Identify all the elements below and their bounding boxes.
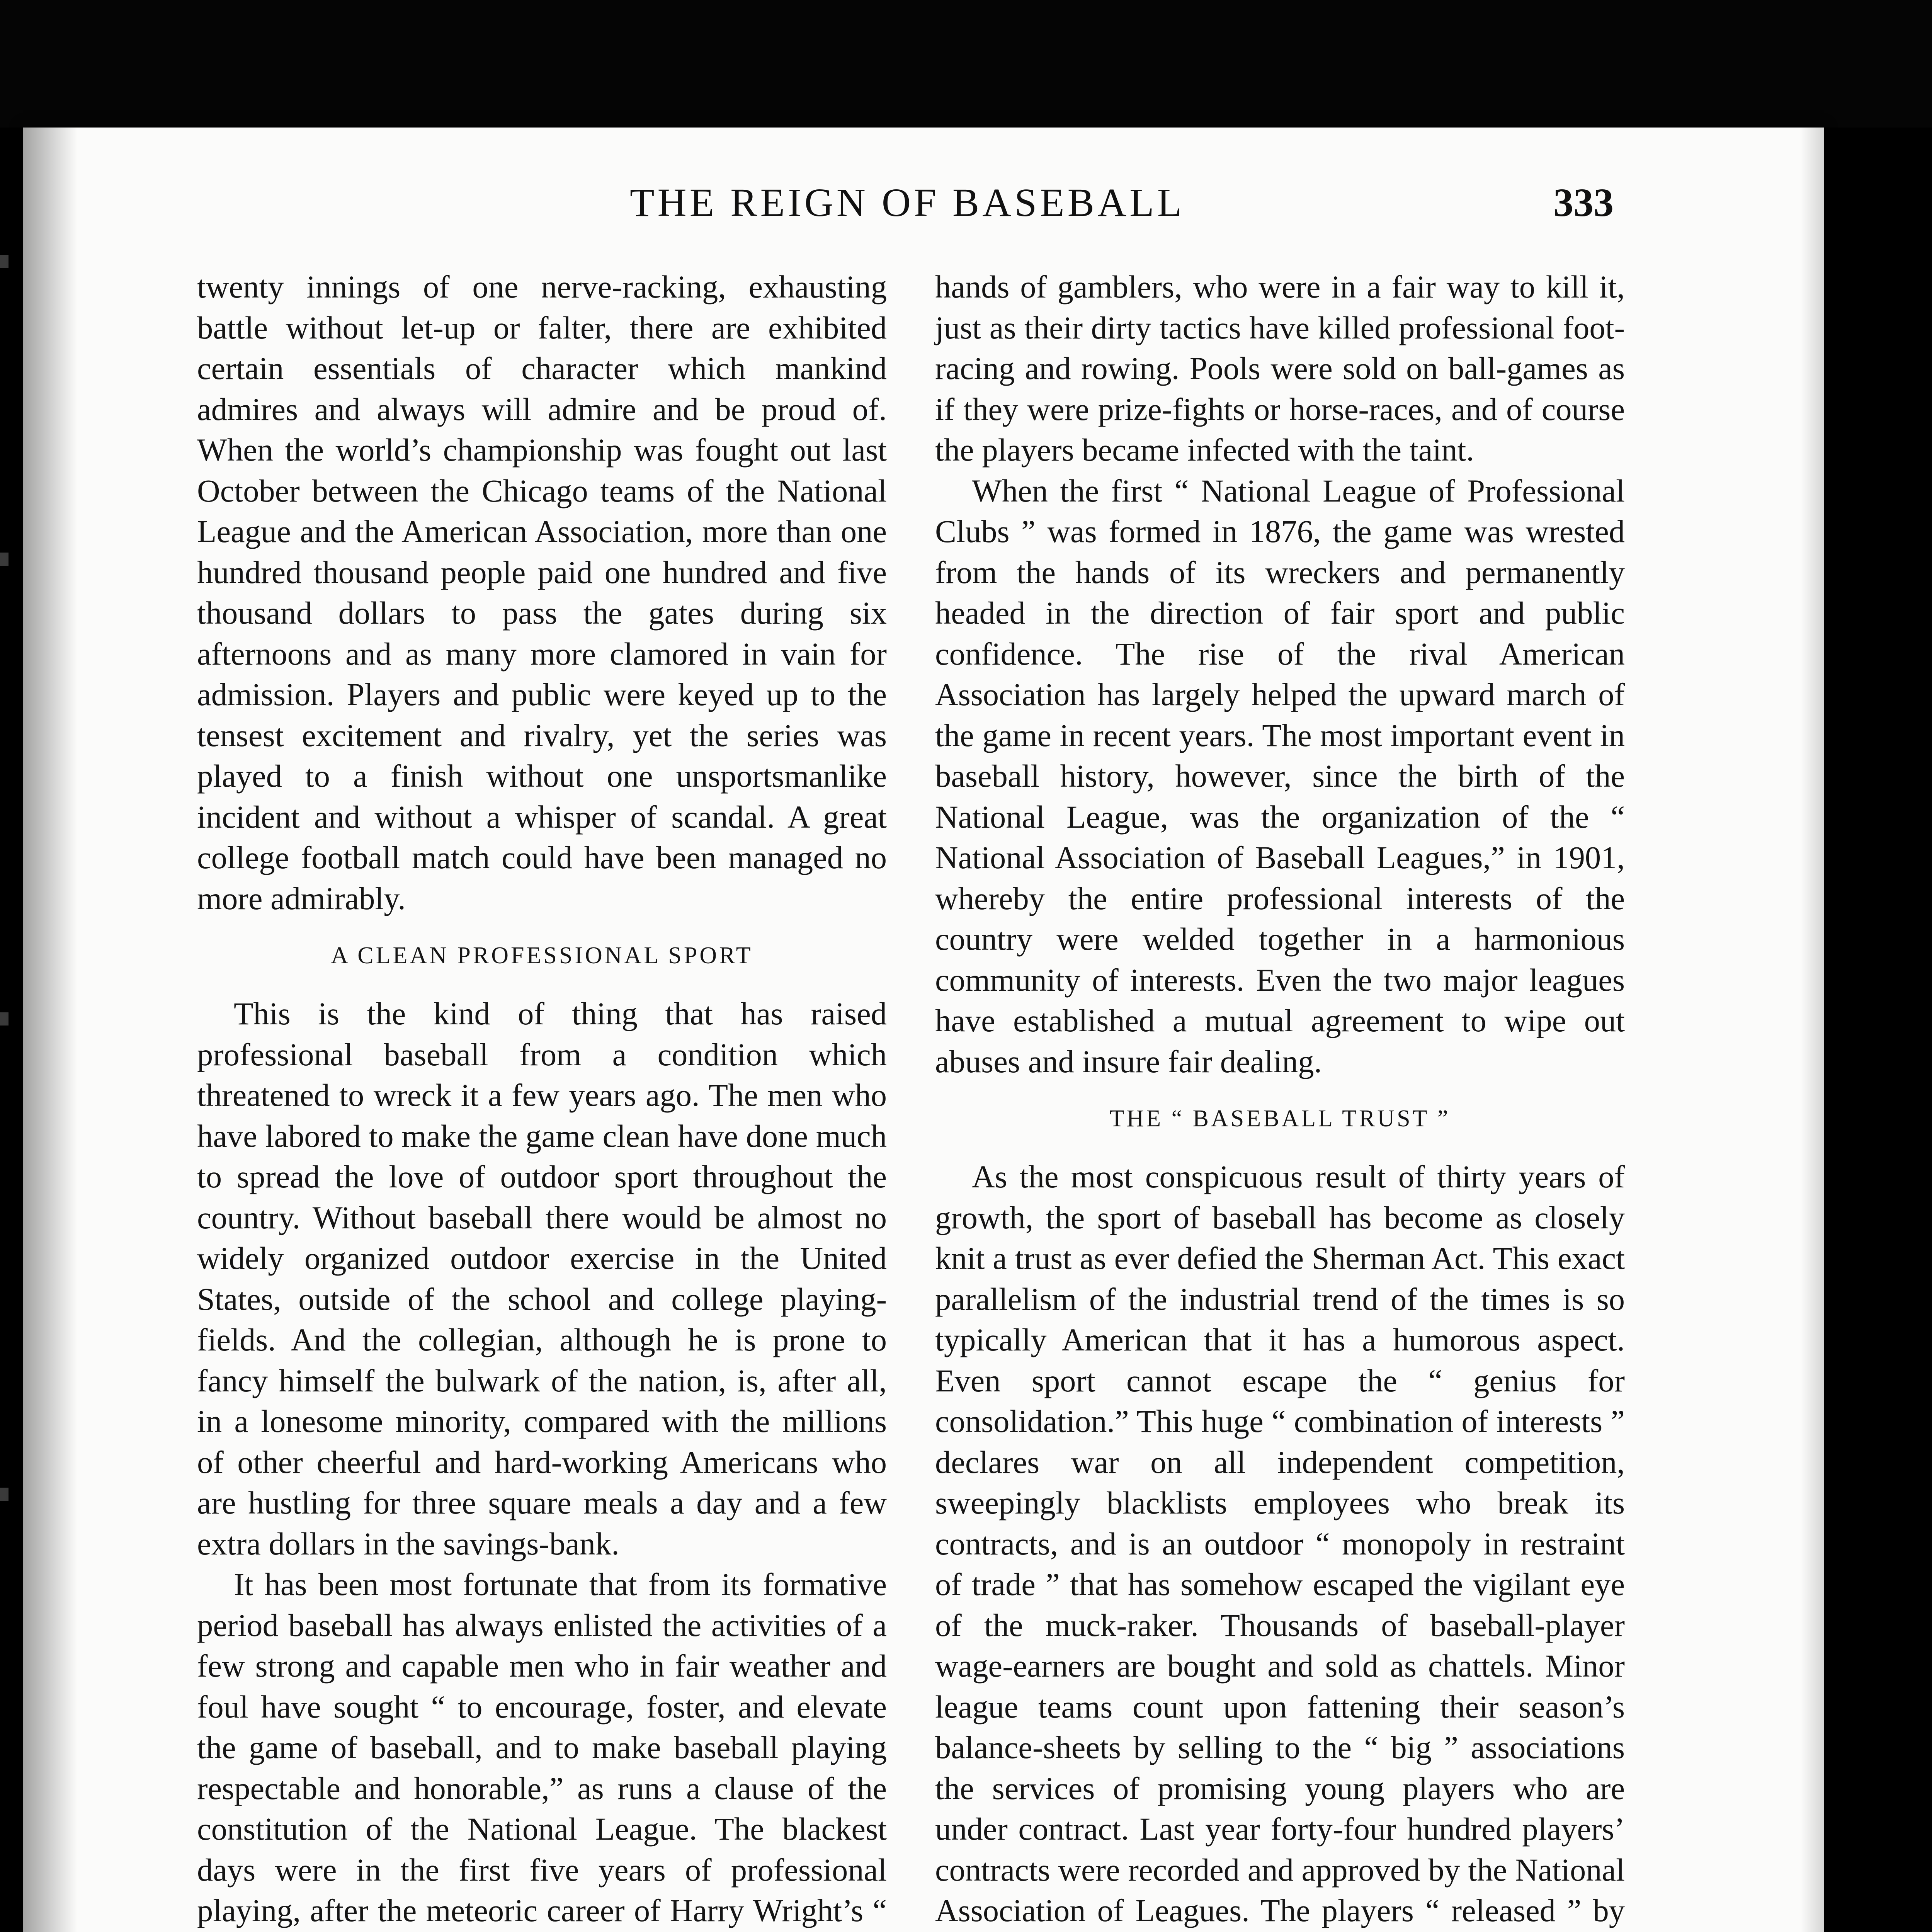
binding-edge-marks — [0, 0, 15, 1932]
section-heading: A CLEAN PROFESSIONAL SPORT — [331, 942, 753, 969]
running-head: THE REIGN OF BASEBALL — [630, 180, 1185, 225]
page-number: 333 — [1553, 180, 1614, 225]
right-column — [935, 267, 1625, 1932]
section-heading: THE “ BASEBALL TRUST ” — [1109, 1105, 1451, 1132]
scan-background — [0, 0, 1932, 128]
paragraph: As the most conspicuous result of thirty years of growth, the sport of baseball has become as closely knit a trust as ever defied the Sherman Act. This exact parallelism of the industrial trend of the times is so typically American that it has a humorous aspect. Even sport cannot escape the “ genius for consolidation.” This huge “ combination of interests ” declares war on all independent competition, sweepingly blacklists employees who break its contracts, and is an outdoor “ monopoly in restraint of trade ” that has somehow escaped the vigilant eye of the muck-raker. Thousands of baseball-player wage-earners are bought and sold as chattels. Minor league teams count upon fattening their season’s balance-sheets by selling to the “ big ” associations the services of promising young players who are under contract. Last year forty-four hundred players’ contracts were recorded and approved by the National Association of Leagues. The players “ released ” by — [935, 1159, 1625, 1928]
left-column — [197, 267, 887, 1932]
paragraph: This is the kind of thing that has raised professional baseball from a condition which threatened to wreck it a few years ago. The men who have labored to make the game clean have done much to spread the love of outdoor sport throughout the country. Without baseball there would be almost no widely organized outdoor exercise in the United States, outside of the school and college playing-fields. And the collegian, although he is prone to fancy himself the bulwark of the nation, is, after all, in a lonesome minority, compared with the millions of other cheerful and hard-working Americans who are hustling for three square meals a day and a few extra dollars in the savings-bank. — [197, 996, 887, 1561]
binding-shadow — [23, 128, 77, 1932]
paragraph: twenty innings of one nerve-racking, exhausting battle without let-up or falter, there are exhibited certain essentials of character which mankind admires and always will admire and be proud of. When the world’s championship was fought out last October between the Chicago teams of the National League and the American Association, more than one hundred thousand people paid one hundred and five thousand dollars to pass the gates during six afternoons and as many more clamored in vain for admission. Players and public were keyed up to the tensest excitement and rivalry, yet the series was played to a finish without one unsportsmanlike incident and without a whisper of scandal. A great college football match could have been managed no more admirably. — [197, 269, 887, 916]
paragraph: hands of gamblers, who were in a fair way to kill it, just as their dirty tactics have killed professional foot-racing and rowing. Pools were sold on ball-games as if they were prize-fights or horse-races, and of course the players became infected with the taint. — [935, 269, 1625, 468]
paragraph: When the first “ National League of Professional Clubs ” was formed in 1876, the game was wrested from the hands of its wreckers and permanently headed in the direction of fair sport and public confidence. The rise of the rival American Association has largely helped the upward march of the game in recent years. The most important event in baseball history, however, since the birth of the National League, was the organization of the “ National Association of Baseball Leagues,” in 1901, whereby the entire professional interests of the country were welded together in a harmonious community of interests. Even the two major leagues have established a mutual agreement to wipe out abuses and insure fair dealing. — [935, 473, 1625, 1079]
page-edge-shadow — [1801, 128, 1824, 1932]
paragraph: It has been most fortunate that from its formative period baseball has always enlisted the activities of a few strong and capable men who in fair weather and foul have sought “ to encourage, foster, and elevate the game of baseball, and to make baseball playing respectable and honorable,” as runs a clause of the constitution of the National League. The blackest days were in the first five years of professional playing, after the meteoric career of Harry Wright’s “ — [197, 1566, 887, 1928]
